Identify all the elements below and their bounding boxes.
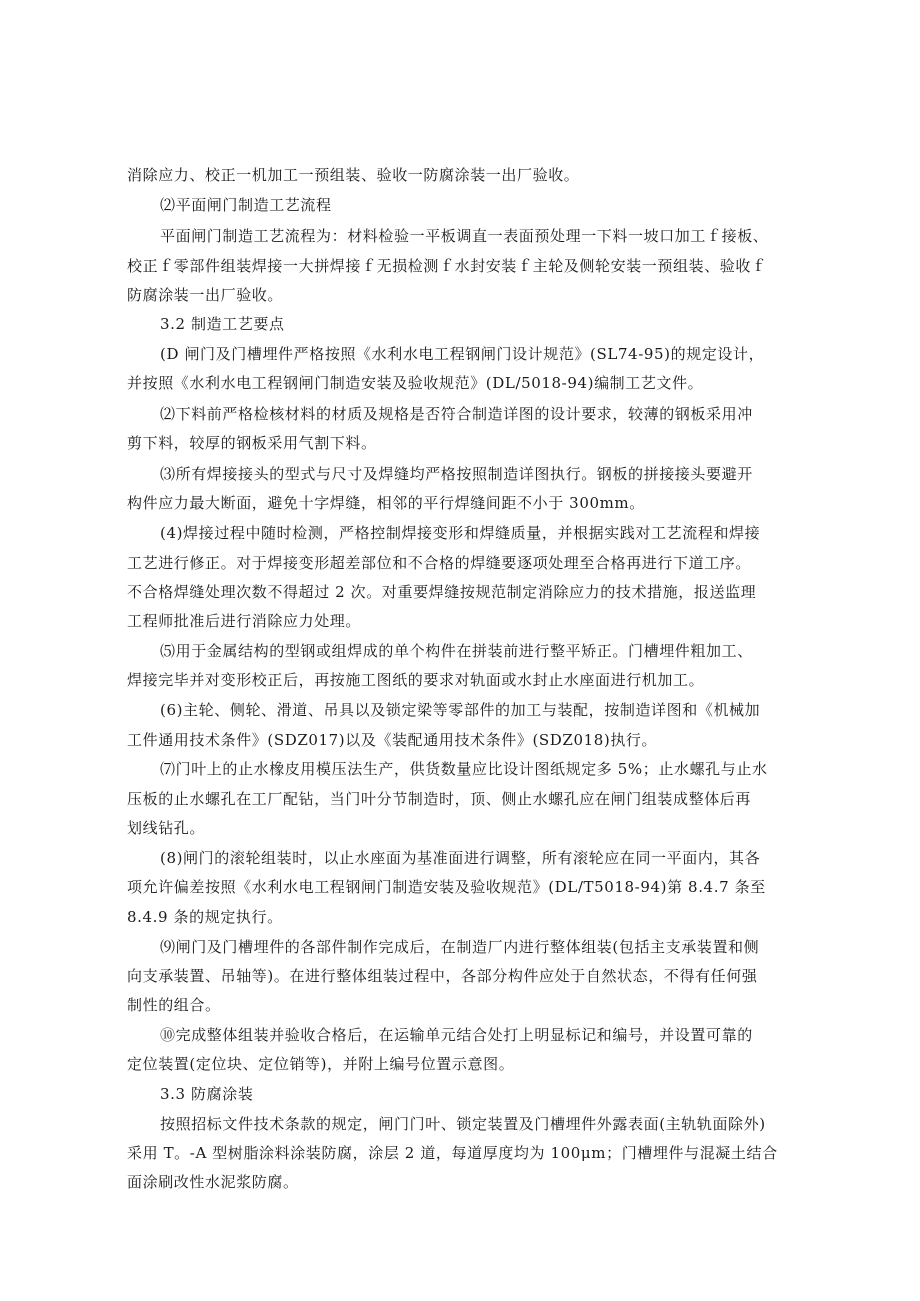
- text-line: 剪下料，较厚的钢板采用气割下料。: [127, 434, 377, 452]
- text-line: 制性的组合。: [127, 996, 221, 1014]
- text-line: 定位装置(定位块、定位销等)，并附上编号位置示意图。: [127, 1055, 515, 1073]
- text-line: 工艺进行修正。对于焊接变形超差部位和不合格的焊缝要逐项处理至合格再进行下道工序。: [127, 554, 752, 572]
- text-line: 面涂刷改性水泥浆防腐。: [127, 1173, 299, 1191]
- text-line: 构件应力最大断面，避免十字焊缝，相邻的平行焊缝间距不小于 300mm。: [127, 494, 645, 512]
- section-heading: 3.2 制造工艺要点: [160, 315, 285, 333]
- text-line: 焊接完毕并对变形校正后，再按施工图纸的要求对轨面或水封止水座面进行机加工。: [127, 671, 705, 689]
- section-heading: ⑵平面闸门制造工艺流程: [160, 196, 332, 214]
- text-line: 划线钻孔。: [127, 819, 206, 837]
- text-line: 工件通用技术条件》(SDZ017)以及《装配通用技术条件》(SDZ018)执行。: [127, 731, 658, 749]
- text-line: ⑺门叶上的止水橡皮用模压法生产，供货数量应比设计图纸规定多 5%；止水螺孔与止水: [160, 760, 768, 778]
- text-line: ⑵下料前严格检核材料的材质及规格是否符合制造详图的设计要求，较薄的钢板采用冲: [160, 405, 753, 423]
- text-line: 校正ｆ零部件组装焊接一大拼焊接ｆ无损检测ｆ水封安装ｆ主轮及侧轮安装一预组装、验收ｆ: [127, 257, 767, 275]
- text-line: ⑶所有焊接接头的型式与尺寸及焊缝均严格按照制造详图执行。钢板的拼接接头要避开: [160, 465, 753, 483]
- text-line: 采用 T。-A 型树脂涂料涂装防腐，涂层 2 道，每道厚度均为 100μm；门槽埋件与混凝土结合: [127, 1144, 778, 1162]
- text-line: 项允许偏差按照《水利水电工程钢闸门制造安装及验收规范》(DL/T5018-94)第 8.4.7 条至: [127, 878, 766, 896]
- text-line: 防腐涂装一出厂验收。: [127, 286, 284, 304]
- text-line: 消除应力、校正一机加工一预组装、验收一防腐涂装一出厂验收。: [127, 166, 580, 184]
- text-line: 压板的止水螺孔在工厂配钻，当门叶分节制造时，顶、侧止水螺孔应在闸门组装成整体后再: [127, 790, 752, 808]
- text-line: 8.4.9 条的规定执行。: [127, 908, 283, 926]
- text-line: ⑸用于金属结构的型钢或组焊成的单个构件在拼装前进行整平矫正。门槽埋件粗加工、: [160, 642, 753, 660]
- text-line: ⑩完成整体组装并验收合格后，在运输单元结合处打上明显标记和编号，并设置可靠的: [160, 1026, 753, 1044]
- text-line: (4)焊接过程中随时检测，严格控制焊接变形和焊缝质量，并根据实践对工艺流程和焊接: [160, 524, 761, 542]
- text-line: 工程师批准后进行消除应力处理。: [127, 612, 362, 630]
- text-line: 向支承装置、吊轴等)。在进行整体组装过程中，各部分构件应处于自然状态，不得有任何强: [127, 967, 758, 985]
- text-line: (8)闸门的滚轮组装时，以止水座面为基准面进行调整，所有滚轮应在同一平面内，其各: [160, 849, 761, 867]
- text-line: 不合格焊缝处理次数不得超过 2 次。对重要焊缝按规范制定消除应力的技术措施，报送监理: [127, 583, 757, 601]
- text-line: ⑼闸门及门槽埋件的各部件制作完成后，在制造厂内进行整体组装(包括主支承装置和侧: [160, 938, 760, 956]
- section-heading: 3.3 防腐涂装: [160, 1085, 254, 1103]
- text-line: 按照招标文件技术条款的规定，闸门门叶、锁定装置及门槽埋件外露表面(主轨轨面除外): [160, 1115, 766, 1133]
- text-line: (D 闸门及门槽埋件严格按照《水利水电工程钢闸门设计规范》(SL74-95)的规定设计，: [160, 345, 765, 363]
- text-line: 并按照《水利水电工程钢闸门制造安装及验收规范》(DL/5018-94)编制工艺文件。: [127, 374, 704, 392]
- text-line: (6)主轮、侧轮、滑道、吊具以及锁定梁等零部件的加工与装配，按制造详图和《机械加: [160, 701, 761, 719]
- text-line: 平面闸门制造工艺流程为：材料检验一平板调直一表面预处理一下料一坡口加工ｆ接板、: [160, 227, 769, 245]
